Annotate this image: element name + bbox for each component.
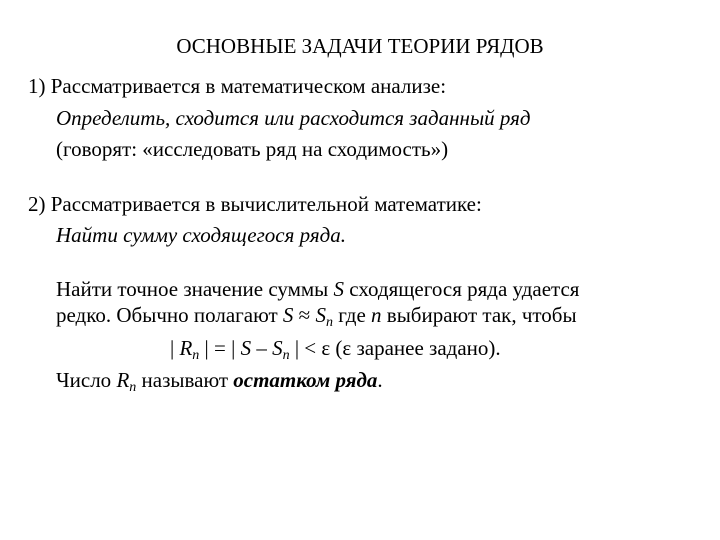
para-line3-inequality <box>170 335 501 361</box>
para-line2-text-b: где <box>332 303 372 327</box>
para-line4-text-a: Число <box>56 368 117 392</box>
approx-sign: ≈ <box>293 303 316 327</box>
subscript-n: n <box>192 348 200 363</box>
var-n: n <box>371 303 382 327</box>
subscript-n: n <box>325 315 333 330</box>
item1-task: Определить, сходится или расходится заданный ряд <box>56 106 531 130</box>
para-line4 <box>56 367 383 393</box>
var-S-n: S <box>272 336 283 360</box>
para-line1-text-b: сходящегося ряда удается <box>344 277 580 301</box>
abs-open: | <box>170 336 180 360</box>
para-line4-text-b: называют <box>136 368 234 392</box>
para-line1-text-a: Найти точное значение суммы <box>56 277 334 301</box>
item1-heading: 1) Рассматривается в математическом анализе: <box>28 74 447 98</box>
para-line2-text-c: выбирают так, чтобы <box>381 303 577 327</box>
var-S: S <box>240 336 252 360</box>
var-R: R <box>179 336 193 360</box>
para-line2-text-a: редко. Обычно полагают <box>56 303 283 327</box>
var-R: R <box>116 368 130 392</box>
item2-heading: 2) Рассматривается в вычислительной математике: <box>28 192 482 216</box>
var-S: S <box>333 277 345 301</box>
slide-title: ОСНОВНЫЕ ЗАДАЧИ ТЕОРИИ РЯДОВ <box>176 34 544 58</box>
minus-sign: – <box>251 336 273 360</box>
para-line3-text-d: | < ε (ε заранее задано). <box>289 336 501 360</box>
para-line1 <box>56 276 579 302</box>
var-S: S <box>282 303 294 327</box>
equals-abs: | = | <box>199 336 241 360</box>
term-remainder: остатком ряда <box>233 368 378 392</box>
var-S-n: S <box>315 303 326 327</box>
para-line4-period: . <box>377 368 383 392</box>
para-line2 <box>56 302 577 328</box>
item1-note: (говорят: «исследовать ряд на сходимость») <box>56 137 449 161</box>
subscript-n: n <box>282 348 290 363</box>
item2-task: Найти сумму сходящегося ряда. <box>56 223 346 247</box>
subscript-n: n <box>129 380 137 395</box>
